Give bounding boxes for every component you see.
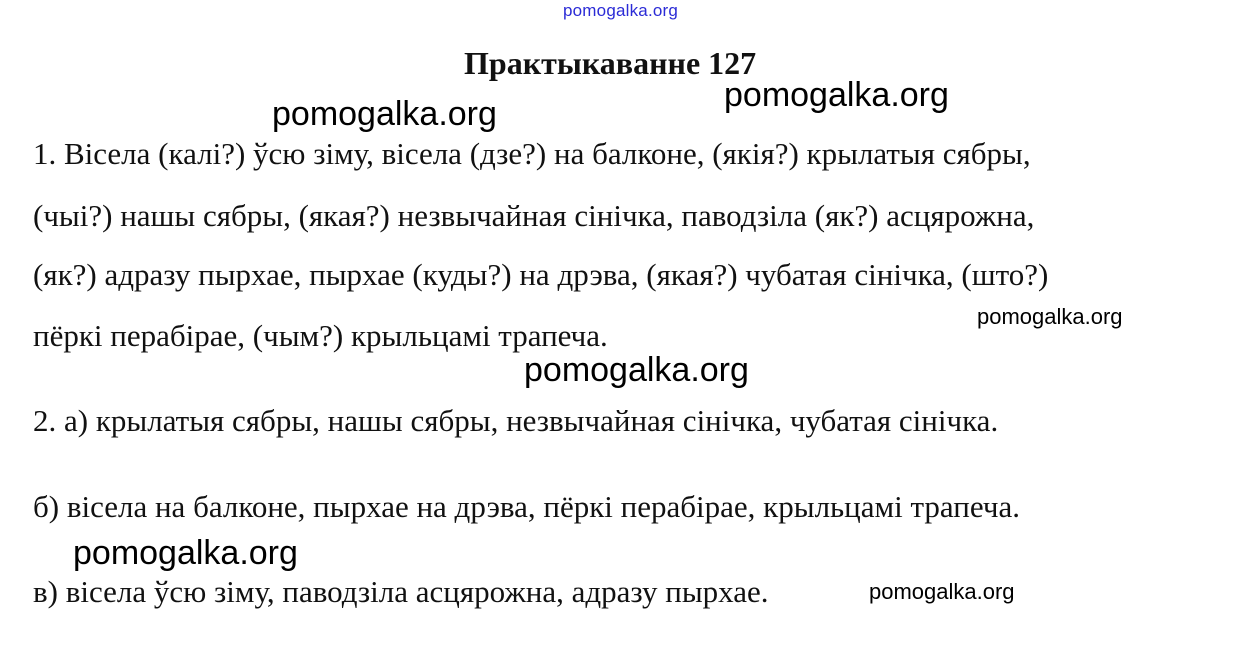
text-line: (як?) адразу пырхае, пырхае (куды?) на дрэва, (якая?) чубатая сінічка, (што?) <box>33 257 1049 292</box>
watermark: pomogalka.org <box>724 76 949 114</box>
page-title: Практыкаванне 127 <box>464 45 757 81</box>
text-line: 1. Вісела (калі?) ўсю зіму, вісела (дзе?) на балконе, (якія?) крылатыя сябры, <box>33 136 1031 171</box>
text-line: 2. а) крылатыя сябры, нашы сябры, незвычайная сінічка, чубатая сінічка. <box>33 403 999 438</box>
site-link[interactable]: pomogalka.org <box>563 1 679 20</box>
watermark: pomogalka.org <box>272 95 497 133</box>
watermark: pomogalka.org <box>869 579 1015 604</box>
watermark: pomogalka.org <box>977 304 1123 329</box>
watermark: pomogalka.org <box>524 351 749 389</box>
watermark: pomogalka.org <box>73 534 298 572</box>
text-line: б) вісела на балконе, пырхае на дрэва, пёркі перабірае, крыльцамі трапеча. <box>33 489 1020 524</box>
text-line: (чыі?) нашы сябры, (якая?) незвычайная сінічка, паводзіла (як?) асцярожна, <box>33 198 1035 233</box>
text-line: в) вісела ўсю зіму, паводзіла асцярожна, адразу пырхае. <box>33 574 769 609</box>
text-line: пёркі перабірае, (чым?) крыльцамі трапеча. <box>33 318 608 353</box>
